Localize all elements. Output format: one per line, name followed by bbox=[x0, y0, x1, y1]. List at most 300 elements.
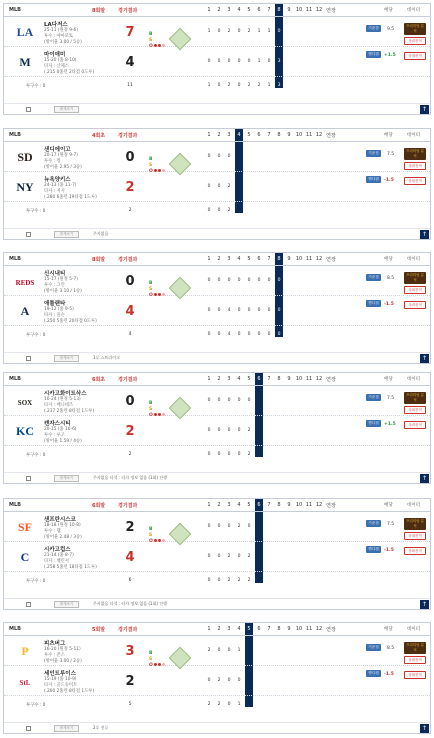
up-arrow-icon[interactable]: ↑ bbox=[421, 106, 428, 113]
home-score: 2 bbox=[125, 674, 135, 689]
odds-tag[interactable]: 핸디캡 bbox=[366, 420, 381, 427]
inning-header-12: 12 bbox=[315, 132, 323, 138]
home-player: 타자 : 올슨 bbox=[44, 313, 65, 318]
league-label: MLB bbox=[9, 7, 21, 13]
home-team-name[interactable]: 마이애미 bbox=[44, 52, 66, 58]
away-inning-3-runs: 0 bbox=[227, 398, 231, 403]
analysis-header: 데이터 bbox=[407, 627, 421, 632]
odds-value: 9.5 bbox=[387, 27, 395, 32]
home-player: 타자 : 저지 bbox=[44, 189, 65, 194]
odds-tag[interactable]: 기준점 bbox=[366, 520, 381, 527]
bso-o bbox=[149, 293, 165, 299]
away-team-logo bbox=[14, 21, 36, 43]
extra-header: 연장 bbox=[326, 377, 336, 383]
out-dot bbox=[154, 169, 157, 172]
inning-header-12: 12 bbox=[315, 7, 323, 13]
inning-header-2: 2 bbox=[217, 256, 221, 262]
out-dot bbox=[158, 539, 161, 542]
total-inning-2: 0 bbox=[217, 208, 221, 213]
home-team-record: 20-15 (홈 10-6) bbox=[44, 427, 77, 432]
current-inning: 8회말 bbox=[92, 257, 106, 263]
inning-header-5: 5 bbox=[247, 256, 251, 262]
away-team-name[interactable]: 샌프란시스코 bbox=[44, 517, 76, 523]
away-inning-8-runs: 0 bbox=[277, 278, 281, 283]
odds-value: +1.5 bbox=[384, 53, 396, 58]
inning-header-6: 6 bbox=[257, 256, 261, 262]
total-inning-1: 0 bbox=[207, 578, 211, 583]
away-inning-4-runs: 0 bbox=[237, 398, 241, 403]
total-inning-2: 0 bbox=[217, 452, 221, 457]
bso-o bbox=[149, 169, 165, 175]
away-team-row bbox=[4, 637, 430, 666]
current-inning: 5회말 bbox=[92, 627, 106, 633]
pitch-count-label: 투구수 : 0 bbox=[26, 703, 46, 708]
home-inning-1-runs: 0 bbox=[207, 308, 211, 313]
away-team-name[interactable]: 시카고화이트삭스 bbox=[44, 391, 87, 397]
game-footer bbox=[4, 103, 430, 114]
game-card bbox=[3, 128, 431, 240]
away-score: 0 bbox=[125, 394, 135, 409]
checkbox-icon[interactable] bbox=[26, 232, 31, 237]
inning-header-5: 5 bbox=[247, 376, 251, 382]
svg-text:M: M bbox=[19, 55, 31, 69]
bso-letter: O bbox=[149, 539, 153, 544]
head-to-head-button[interactable]: 상대전적 bbox=[404, 177, 426, 185]
watch-live-button[interactable]: 중계보기 bbox=[54, 355, 79, 362]
head-to-head-button[interactable]: 상대전적 bbox=[404, 301, 426, 309]
home-inning-8-runs: 0 bbox=[277, 308, 281, 313]
away-score: 3 bbox=[125, 644, 135, 659]
away-inning-1-runs: 0 bbox=[207, 398, 211, 403]
home-team-record: 15-19 (홈 10-9) bbox=[44, 677, 77, 682]
away-team-record: 15-17 (원정 5-7) bbox=[44, 277, 78, 282]
home-inning-2-runs: 0 bbox=[217, 308, 221, 313]
bso-letter: B bbox=[149, 651, 153, 656]
home-player: 타자 : 벨린저 bbox=[44, 559, 69, 564]
bso-o bbox=[149, 44, 165, 50]
home-team-record: 19-12 (홈 9-5) bbox=[44, 307, 74, 312]
odds-value: -1.5 bbox=[384, 302, 394, 307]
home-inning-6-runs: 1 bbox=[257, 59, 261, 64]
away-team-logo bbox=[14, 516, 36, 538]
league-label: MLB bbox=[9, 256, 21, 262]
out-dot bbox=[154, 44, 157, 47]
inning-header-4: 4 bbox=[237, 376, 241, 382]
away-inning-3-runs: 0 bbox=[227, 648, 231, 653]
league-label: MLB bbox=[9, 626, 21, 632]
inning-header-11: 11 bbox=[305, 132, 313, 138]
inning-header-6: 6 bbox=[257, 626, 261, 632]
away-inning-1-runs: 2 bbox=[207, 648, 211, 653]
analysis-header: 데이터 bbox=[407, 503, 421, 508]
away-score: 7 bbox=[125, 25, 135, 40]
home-team-row bbox=[4, 297, 430, 326]
odds-value: 7.5 bbox=[387, 152, 395, 157]
league-label: MLB bbox=[9, 502, 21, 508]
away-team-name[interactable]: 피츠버그 bbox=[44, 641, 66, 647]
analysis-header: 데이터 bbox=[407, 377, 421, 382]
odds-tag[interactable]: 기준점 bbox=[366, 274, 381, 281]
away-inning-7-runs: 0 bbox=[267, 278, 271, 283]
inning-header-1: 1 bbox=[207, 7, 211, 13]
home-inning-2-runs: 0 bbox=[217, 184, 221, 189]
away-team-name[interactable]: 샌디에이고 bbox=[44, 147, 71, 153]
home-player-stat: (방어율 1.59 / 4승) bbox=[44, 439, 82, 444]
extra-header: 연장 bbox=[326, 257, 336, 263]
total-row bbox=[4, 80, 430, 90]
inning-header-1: 1 bbox=[207, 132, 211, 138]
home-team-row bbox=[4, 48, 430, 77]
head-to-head-button[interactable]: 상대전적 bbox=[404, 671, 426, 679]
total-inning-6: 2 bbox=[257, 83, 261, 88]
up-arrow-icon[interactable]: ↑ bbox=[421, 601, 428, 608]
game-footer bbox=[4, 722, 430, 733]
total-inning-8: 0 bbox=[277, 332, 281, 337]
home-team-row bbox=[4, 667, 430, 696]
bso-letter: O bbox=[149, 293, 153, 298]
head-to-head-button[interactable]: 상대전적 bbox=[404, 421, 426, 429]
home-team-logo bbox=[14, 300, 36, 322]
total-row bbox=[4, 699, 430, 709]
away-player: 투수 : 웹 bbox=[44, 529, 61, 534]
bso-letter: O bbox=[149, 169, 153, 174]
away-inning-3-runs: 0 bbox=[227, 278, 231, 283]
away-inning-4-runs: 0 bbox=[237, 29, 241, 34]
inning-header-7: 7 bbox=[267, 502, 271, 508]
total-inning-2: 2 bbox=[217, 702, 221, 707]
home-inning-2-runs: 0 bbox=[217, 428, 221, 433]
result-label: 경기결과 bbox=[118, 257, 138, 263]
home-inning-5-runs: 0 bbox=[247, 59, 251, 64]
game-header bbox=[4, 499, 430, 512]
bso-indicator bbox=[149, 527, 165, 545]
inning-header-7: 7 bbox=[267, 256, 271, 262]
extra-header: 연장 bbox=[326, 8, 336, 14]
inning-header-2: 2 bbox=[217, 376, 221, 382]
up-arrow-icon[interactable]: ↑ bbox=[421, 355, 428, 362]
away-score: 2 bbox=[125, 520, 135, 535]
total-inning-3: 0 bbox=[227, 702, 231, 707]
total-inning-1: 0 bbox=[207, 452, 211, 457]
total-runs: 11 bbox=[127, 83, 133, 88]
home-inning-5-runs: 2 bbox=[247, 554, 251, 559]
odds-header: 배당 bbox=[384, 257, 393, 262]
home-team-name[interactable]: 세인트루이스 bbox=[44, 671, 76, 677]
game-card bbox=[3, 252, 431, 364]
inning-header-10: 10 bbox=[295, 626, 303, 632]
away-inning-7-runs: 1 bbox=[267, 29, 271, 34]
home-inning-2-runs: 2 bbox=[217, 678, 221, 683]
bso-indicator bbox=[149, 281, 165, 299]
home-inning-3-runs: 0 bbox=[227, 428, 231, 433]
out-dot bbox=[162, 293, 165, 296]
inning-header-3: 3 bbox=[227, 256, 231, 262]
up-arrow-icon[interactable]: ↑ bbox=[421, 231, 428, 238]
league-label: MLB bbox=[9, 376, 21, 382]
odds-tag[interactable]: 핸디캡 bbox=[366, 51, 381, 58]
total-runs: 2 bbox=[128, 208, 132, 213]
odds-tag[interactable]: 기준점 bbox=[366, 644, 381, 651]
away-score: 0 bbox=[125, 274, 135, 289]
away-inning-2-runs: 0 bbox=[217, 398, 221, 403]
checkbox-icon[interactable] bbox=[26, 107, 31, 112]
game-card bbox=[3, 3, 431, 115]
away-team-record: 25-11 (원정 9-6) bbox=[44, 28, 78, 33]
inning-header-10: 10 bbox=[295, 7, 303, 13]
total-inning-4: 0 bbox=[237, 452, 241, 457]
out-dot bbox=[154, 539, 157, 542]
odds-header: 배당 bbox=[384, 8, 393, 13]
bso-letter: S bbox=[149, 38, 153, 43]
home-team-name[interactable]: 시카고컵스 bbox=[44, 547, 71, 553]
total-row bbox=[4, 329, 430, 339]
away-inning-4-runs: 0 bbox=[237, 278, 241, 283]
home-score: 2 bbox=[125, 180, 135, 195]
home-inning-4-runs: 0 bbox=[237, 678, 241, 683]
odds-tag[interactable]: 기준점 bbox=[366, 394, 381, 401]
bso-letter: O bbox=[149, 44, 153, 49]
away-team-record: 18-18 (원정 10-8) bbox=[44, 523, 81, 528]
game-card bbox=[3, 498, 431, 610]
checkbox-icon[interactable] bbox=[26, 476, 31, 481]
home-inning-4-runs: 0 bbox=[237, 308, 241, 313]
home-player: 타자 : 골드슈미트 bbox=[44, 683, 78, 688]
head-to-head-button[interactable]: 상대전적 bbox=[404, 37, 426, 45]
premium-analysis-button[interactable]: 프리미엄 분석 bbox=[405, 149, 425, 158]
home-inning-8-runs: 3 bbox=[277, 59, 281, 64]
premium-analysis-button[interactable]: 프리미엄 분석 bbox=[405, 643, 425, 652]
inning-header-8: 8 bbox=[277, 376, 281, 382]
watch-live-button[interactable]: 중계보기 bbox=[54, 231, 79, 238]
head-to-head-button[interactable]: 상대전적 bbox=[404, 547, 426, 555]
home-inning-4-runs: 0 bbox=[237, 554, 241, 559]
total-inning-1: 0 bbox=[207, 208, 211, 213]
premium-analysis-button[interactable]: 프리미엄 분석 bbox=[405, 273, 425, 282]
head-to-head-button[interactable]: 상대전적 bbox=[404, 52, 426, 60]
total-inning-5: 2 bbox=[247, 578, 251, 583]
inning-header-3: 3 bbox=[227, 376, 231, 382]
watch-live-button[interactable]: 중계보기 bbox=[54, 601, 79, 608]
analysis-header: 데이터 bbox=[407, 8, 421, 13]
away-team-record: 10-24 (원정 5-13) bbox=[44, 397, 81, 402]
inning-header-8: 8 bbox=[277, 256, 281, 262]
inning-header-4: 4 bbox=[237, 132, 241, 138]
pitch-count-label: 투구수 : 0 bbox=[26, 84, 46, 89]
premium-analysis-button[interactable]: 프리미엄 분석 bbox=[405, 24, 425, 33]
bso-letter: S bbox=[149, 163, 153, 168]
away-team-row bbox=[4, 267, 430, 296]
inning-header-11: 11 bbox=[305, 502, 313, 508]
home-team-logo bbox=[14, 420, 36, 442]
out-dot bbox=[158, 413, 161, 416]
svg-text:KC: KC bbox=[16, 424, 34, 438]
pitch-count-label: 투구수 : 0 bbox=[26, 579, 46, 584]
checkbox-icon[interactable] bbox=[26, 356, 31, 361]
pitch-count-label: 투구수 : 0 bbox=[26, 333, 46, 338]
premium-analysis-button[interactable]: 프리미엄 분석 bbox=[405, 393, 425, 402]
inning-header-6: 6 bbox=[257, 132, 261, 138]
svg-text:C: C bbox=[20, 550, 30, 564]
game-header bbox=[4, 129, 430, 142]
extra-header: 연장 bbox=[326, 503, 336, 509]
odds-tag[interactable]: 핸디캡 bbox=[366, 546, 381, 553]
home-player-stat: (.250 5홈런 20타점 0도루) bbox=[44, 319, 97, 324]
game-footer bbox=[4, 472, 430, 483]
up-arrow-icon[interactable]: ↑ bbox=[421, 725, 428, 732]
odds-tag[interactable]: 핸디캡 bbox=[366, 176, 381, 183]
away-player-stat: (방어율 3.00 / 2승) bbox=[44, 659, 82, 664]
inning-header-12: 12 bbox=[315, 502, 323, 508]
total-inning-7: 1 bbox=[267, 83, 271, 88]
away-inning-1-runs: 0 bbox=[207, 278, 211, 283]
home-score: 2 bbox=[125, 424, 135, 439]
head-to-head-button[interactable]: 상대전적 bbox=[404, 656, 426, 664]
away-team-record: 20-17 (원정 9-7) bbox=[44, 153, 78, 158]
home-score: 4 bbox=[125, 55, 135, 70]
svg-text:SD: SD bbox=[17, 150, 33, 164]
home-player-stat: (.215 0홈런 2타점 0도루) bbox=[44, 70, 95, 75]
game-header bbox=[4, 4, 430, 17]
odds-header: 배당 bbox=[384, 503, 393, 508]
out-dot bbox=[162, 169, 165, 172]
total-inning-3: 2 bbox=[227, 208, 231, 213]
inning-header-11: 11 bbox=[305, 376, 313, 382]
home-team-name[interactable]: 애틀랜타 bbox=[44, 301, 66, 307]
away-team-logo bbox=[14, 270, 36, 292]
game-status-note: 주자없음 bbox=[93, 231, 109, 236]
inning-header-9: 9 bbox=[287, 132, 291, 138]
up-arrow-icon[interactable]: ↑ bbox=[421, 475, 428, 482]
total-row bbox=[4, 205, 430, 215]
inning-header-9: 9 bbox=[287, 7, 291, 13]
current-inning: 4회초 bbox=[92, 133, 106, 139]
home-inning-3-runs: 0 bbox=[227, 59, 231, 64]
game-card bbox=[3, 622, 431, 734]
away-inning-6-runs: 1 bbox=[257, 29, 261, 34]
total-inning-3: 0 bbox=[227, 452, 231, 457]
pitch-count-label: 투구수 : 0 bbox=[26, 209, 46, 214]
game-status-note: 1루 스트라이크 bbox=[93, 355, 121, 360]
inning-header-5: 5 bbox=[247, 502, 251, 508]
bso-indicator bbox=[149, 401, 165, 419]
checkbox-icon[interactable] bbox=[26, 602, 31, 607]
odds-value: -1.5 bbox=[384, 178, 394, 183]
svg-text:REDS: REDS bbox=[15, 279, 35, 287]
bso-letter: O bbox=[149, 413, 153, 418]
home-inning-3-runs: 0 bbox=[227, 678, 231, 683]
odds-header: 배당 bbox=[384, 627, 393, 632]
total-inning-1: 0 bbox=[207, 332, 211, 337]
odds-tag[interactable]: 기준점 bbox=[366, 150, 381, 157]
total-inning-1: 2 bbox=[207, 702, 211, 707]
out-dot bbox=[158, 169, 161, 172]
total-inning-5: 0 bbox=[247, 332, 251, 337]
odds-value: 8.5 bbox=[387, 646, 395, 651]
home-team-logo bbox=[14, 670, 36, 692]
home-inning-7-runs: 0 bbox=[267, 308, 271, 313]
inning-header-8: 8 bbox=[277, 626, 281, 632]
away-inning-5-runs: 2 bbox=[247, 29, 251, 34]
out-dot bbox=[162, 413, 165, 416]
out-dot bbox=[154, 293, 157, 296]
inning-header-7: 7 bbox=[267, 132, 271, 138]
inning-header-10: 10 bbox=[295, 376, 303, 382]
away-inning-5-runs: 0 bbox=[247, 524, 251, 529]
game-header bbox=[4, 253, 430, 266]
away-team-name[interactable]: LA다저스 bbox=[44, 22, 68, 28]
total-inning-1: 1 bbox=[207, 83, 211, 88]
away-player-stat: (.237 2홈런 8타점 1도루) bbox=[44, 409, 95, 414]
bso-o bbox=[149, 413, 165, 419]
analysis-header: 데이터 bbox=[407, 257, 421, 262]
odds-header: 배당 bbox=[384, 377, 393, 382]
inning-header-4: 4 bbox=[237, 7, 241, 13]
away-player-stat: (방어율 2.95 / 3승) bbox=[44, 165, 82, 170]
away-inning-2-runs: 0 bbox=[217, 29, 221, 34]
home-team-logo bbox=[14, 176, 36, 198]
odds-header: 배당 bbox=[384, 133, 393, 138]
odds-tag[interactable]: 기준점 bbox=[366, 25, 381, 32]
total-runs: 2 bbox=[128, 452, 132, 457]
home-team-name[interactable]: 캔자스시티 bbox=[44, 421, 71, 427]
head-to-head-button[interactable]: 상대전적 bbox=[404, 406, 426, 414]
result-label: 경기결과 bbox=[118, 133, 138, 139]
away-player: 투수 : 그린 bbox=[44, 283, 65, 288]
watch-live-button[interactable]: 중계보기 bbox=[54, 475, 79, 482]
svg-text:A: A bbox=[20, 304, 30, 318]
bso-letter: B bbox=[149, 281, 153, 286]
svg-text:P: P bbox=[21, 644, 29, 658]
total-inning-2: 0 bbox=[217, 332, 221, 337]
inning-header-3: 3 bbox=[227, 626, 231, 632]
total-inning-5: 2 bbox=[247, 452, 251, 457]
premium-analysis-button[interactable]: 프리미엄 분석 bbox=[405, 519, 425, 528]
out-dot bbox=[162, 663, 165, 666]
inning-header-8: 8 bbox=[277, 132, 281, 138]
inning-header-10: 10 bbox=[295, 132, 303, 138]
away-team-row bbox=[4, 513, 430, 542]
inning-header-9: 9 bbox=[287, 626, 291, 632]
head-to-head-button[interactable]: 상대전적 bbox=[404, 532, 426, 540]
extra-header: 연장 bbox=[326, 133, 336, 139]
bso-letter: S bbox=[149, 287, 153, 292]
away-player: 투수 : 존스 bbox=[44, 653, 65, 658]
bso-letter: O bbox=[149, 663, 153, 668]
home-team-name[interactable]: 뉴욕양키스 bbox=[44, 177, 71, 183]
inning-header-3: 3 bbox=[227, 7, 231, 13]
away-inning-1-runs: 0 bbox=[207, 524, 211, 529]
inning-header-6: 6 bbox=[257, 376, 261, 382]
away-team-row bbox=[4, 143, 430, 172]
watch-live-button[interactable]: 중계보기 bbox=[54, 725, 79, 732]
inning-header-6: 6 bbox=[257, 7, 261, 13]
current-inning: 6회초 bbox=[92, 377, 106, 383]
odds-value: 8.5 bbox=[387, 276, 395, 281]
away-inning-4-runs: 2 bbox=[237, 524, 241, 529]
odds-tag[interactable]: 핸디캡 bbox=[366, 300, 381, 307]
head-to-head-button[interactable]: 상대전적 bbox=[404, 162, 426, 170]
head-to-head-button[interactable]: 상대전적 bbox=[404, 286, 426, 294]
watch-live-button[interactable]: 중계보기 bbox=[54, 106, 79, 113]
away-team-logo bbox=[14, 146, 36, 168]
home-team-record: 15-20 (홈 8-10) bbox=[44, 58, 77, 63]
checkbox-icon[interactable] bbox=[26, 726, 31, 731]
away-team-name[interactable]: 신시내티 bbox=[44, 271, 66, 277]
game-status-note: 주자없음 타석 : 타자 정보 없음 (1회) 진행 bbox=[93, 601, 167, 606]
odds-tag[interactable]: 핸디캡 bbox=[366, 670, 381, 677]
inning-header-9: 9 bbox=[287, 376, 291, 382]
total-row bbox=[4, 449, 430, 459]
